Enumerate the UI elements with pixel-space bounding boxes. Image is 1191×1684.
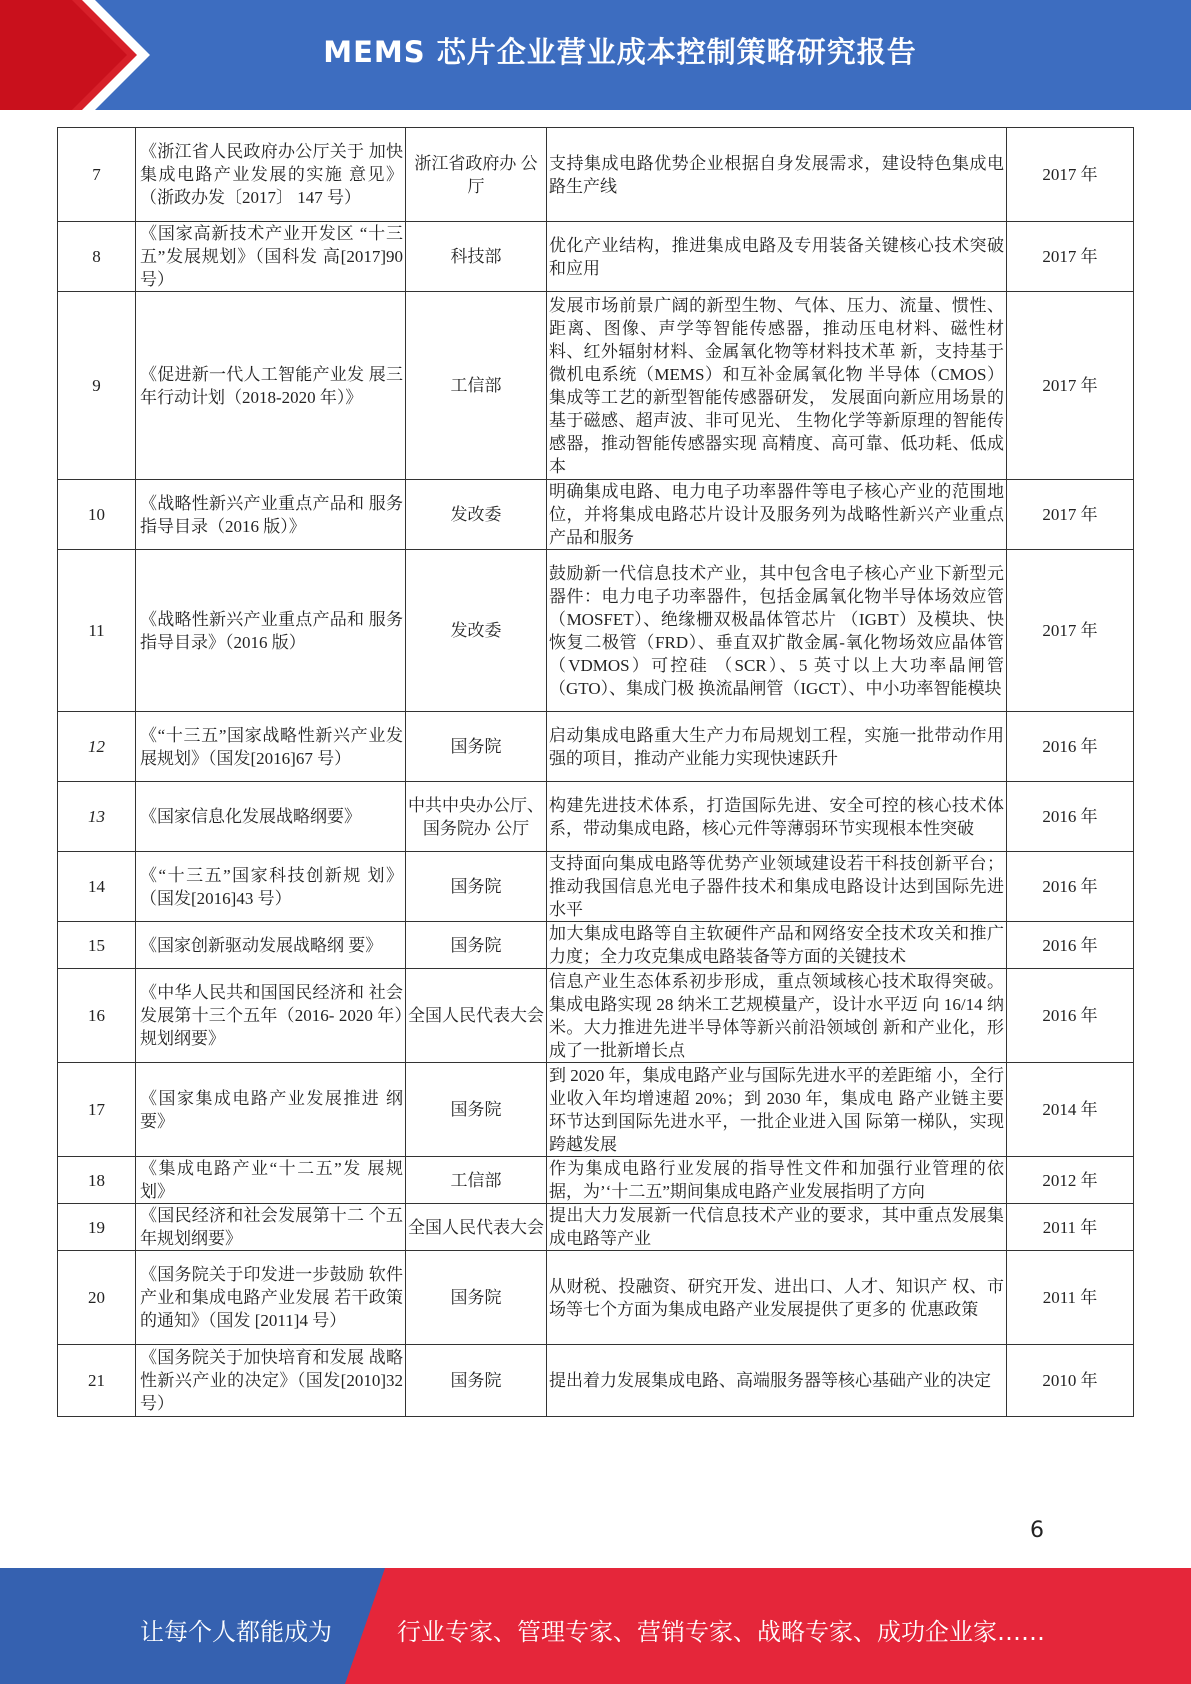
row-number: 18 [58, 1157, 136, 1204]
issuing-department: 发改委 [406, 480, 547, 550]
row-number: 10 [58, 480, 136, 550]
table-row [58, 1251, 1134, 1345]
issuing-department: 工信部 [406, 292, 547, 480]
issuing-department: 国务院 [406, 1251, 547, 1345]
issue-year: 2011 年 [1007, 1251, 1134, 1345]
issuing-department: 全国人民代表大会 [406, 1204, 547, 1251]
table-row [58, 969, 1134, 1063]
row-number: 8 [58, 222, 136, 292]
issuing-department: 发改委 [406, 550, 547, 712]
policy-description: 明确集成电路、电力电子功率器件等电子核心产业的范围地位，并将集成电路芯片设计及服务列为战略性新兴产业重点产品和服务 [547, 480, 1007, 550]
issuing-department: 工信部 [406, 1157, 547, 1204]
table-row [58, 1157, 1134, 1204]
table-row [58, 1204, 1134, 1251]
issue-year: 2016 年 [1007, 969, 1134, 1063]
table-row [58, 922, 1134, 969]
row-number: 19 [58, 1204, 136, 1251]
policy-description: 构建先进技术体系，打造国际先进、安全可控的核心技术体系，带动集成电路，核心元件等薄弱环节实现根本性突破 [547, 782, 1007, 852]
issue-year: 2016 年 [1007, 782, 1134, 852]
table-row [58, 1345, 1134, 1417]
policy-name: 《促进新一代人工智能产业发 展三年行动计划（2018-2020 年）》 [136, 292, 406, 480]
policy-name: 《国家高新技术产业开发区 “十三五”发展规划》（国科发 高[2017]90 号） [136, 222, 406, 292]
issue-year: 2014 年 [1007, 1063, 1134, 1157]
issue-year: 2012 年 [1007, 1157, 1134, 1204]
issuing-department: 国务院 [406, 1063, 547, 1157]
policy-description: 加大集成电路等自主软硬件产品和网络安全技术攻关和推广力度；全力攻克集成电路装备等方面的关键技术 [547, 922, 1007, 969]
policy-description: 到 2020 年，集成电路产业与国际先进水平的差距缩 小，全行业收入年均增速超 20%；到 2030 年，集成电 路产业链主要环节达到国际先进水平，一批企业进入国 际第一梯队，实现跨越发展 [547, 1063, 1007, 1157]
row-number: 15 [58, 922, 136, 969]
policy-description: 信息产业生态体系初步形成，重点领域核心技术取得突破。集成电路实现 28 纳米工艺规模量产，设计水平迈 向 16/14 纳米。大力推进先进半导体等新兴前沿领域创 新和产业化，形成了一批新增长点 [547, 969, 1007, 1063]
issue-year: 2016 年 [1007, 852, 1134, 922]
issuing-department: 中共中央办公厅、国务院办 公厅 [406, 782, 547, 852]
table-row [58, 292, 1134, 480]
table-row [58, 222, 1134, 292]
row-number: 11 [58, 550, 136, 712]
footer-slogan-left: 让每个人都能成为 [140, 1618, 332, 1646]
policy-name: 《中华人民共和国国民经济和 社会发展第十三个五年（2016- 2020 年）规划纲要》 [136, 969, 406, 1063]
row-number: 13 [58, 782, 136, 852]
page-header [0, 0, 1191, 110]
issuing-department: 国务院 [406, 1345, 547, 1417]
table-row [58, 1063, 1134, 1157]
policy-name: 《浙江省人民政府办公厅关于 加快集成电路产业发展的实施 意见》（浙政办发〔2017〕 147 号） [136, 128, 406, 222]
row-number: 7 [58, 128, 136, 222]
table-row [58, 782, 1134, 852]
policy-name: 《集成电路产业“十二五”发 展规划》 [136, 1157, 406, 1204]
policy-name: 《国家集成电路产业发展推进 纲要》 [136, 1063, 406, 1157]
table-row [58, 712, 1134, 782]
issue-year: 2016 年 [1007, 712, 1134, 782]
table-row [58, 480, 1134, 550]
policy-name: 《“十三五”国家科技创新规 划》（国发[2016]43 号） [136, 852, 406, 922]
policy-description: 启动集成电路重大生产力布局规划工程，实施一批带动作用强的项目，推动产业能力实现快速跃升 [547, 712, 1007, 782]
issuing-department: 全国人民代表大会 [406, 969, 547, 1063]
policy-description: 发展市场前景广阔的新型生物、气体、压力、流量、惯性、距离、图像、声学等智能传感器，推动压电材料、磁性材料、红外辐射材料、金属氧化物等材料技术革 新，支持基于微机电系统（MEMS）和互补金属氧化物 半导体（CMOS）集成等工艺的新型智能传感器研发， 发展面向新应用场景的基于磁感、超声波、非可见光、 生物化学等新原理的智能传感器，推动智能传感器实现 高精度、高可靠、低功耗、低成本 [547, 292, 1007, 480]
page-footer [0, 1568, 1191, 1684]
issue-year: 2017 年 [1007, 128, 1134, 222]
issuing-department: 浙江省政府办 公厅 [406, 128, 547, 222]
policy-description: 优化产业结构，推进集成电路及专用装备关键核心技术突破和应用 [547, 222, 1007, 292]
issue-year: 2016 年 [1007, 922, 1134, 969]
issuing-department: 国务院 [406, 852, 547, 922]
policy-table [57, 127, 1134, 1417]
issue-year: 2017 年 [1007, 550, 1134, 712]
row-number: 9 [58, 292, 136, 480]
issue-year: 2017 年 [1007, 222, 1134, 292]
policy-description: 提出着力发展集成电路、高端服务器等核心基础产业的决定 [547, 1345, 1007, 1417]
policy-name: 《国务院关于加快培育和发展 战略性新兴产业的决定》（国发[2010]32 号） [136, 1345, 406, 1417]
row-number: 21 [58, 1345, 136, 1417]
issue-year: 2011 年 [1007, 1204, 1134, 1251]
row-number: 17 [58, 1063, 136, 1157]
policy-description: 鼓励新一代信息技术产业，其中包含电子核心产业下新型元器件：电力电子功率器件，包括金属氧化物半导体场效应管（MOSFET）、绝缘栅双极晶体管芯片 （IGBT）及模块、快恢复二极管（FRD）、垂直双扩散金属-氧化物场效应晶体管（VDMOS）可控硅 （SCR）、5 英寸以上大功率晶闸管（GTO）、集成门极 换流晶闸管（IGCT）、中小功率智能模块 [547, 550, 1007, 712]
policy-description: 作为集成电路行业发展的指导性文件和加强行业管理的依据，为’‘十二五”期间集成电路产业发展指明了方向 [547, 1157, 1007, 1204]
issuing-department: 科技部 [406, 222, 547, 292]
report-title: MEMS 芯片企业营业成本控制策略研究报告 [323, 35, 917, 69]
table-row [58, 550, 1134, 712]
policy-name: 《国家创新驱动发展战略纲 要》 [136, 922, 406, 969]
policy-name: 《国务院关于印发进一步鼓励 软件产业和集成电路产业发展 若干政策的通知》（国发 [2011]4 号） [136, 1251, 406, 1345]
issue-year: 2010 年 [1007, 1345, 1134, 1417]
row-number: 14 [58, 852, 136, 922]
issue-year: 2017 年 [1007, 292, 1134, 480]
row-number: 16 [58, 969, 136, 1063]
policy-name: 《“十三五”国家战略性新兴产业发展规划》（国发[2016]67 号） [136, 712, 406, 782]
row-number: 12 [58, 712, 136, 782]
issuing-department: 国务院 [406, 922, 547, 969]
issuing-department: 国务院 [406, 712, 547, 782]
footer-slogan-right: 行业专家、管理专家、营销专家、战略专家、成功企业家…… [397, 1618, 1045, 1646]
policy-description: 从财税、投融资、研究开发、进出口、人才、知识产 权、市场等七个方面为集成电路产业发展提供了更多的 优惠政策 [547, 1251, 1007, 1345]
policy-description: 支持面向集成电路等优势产业领域建设若干科技创新平台；推动我国信息光电子器件技术和集成电路设计达到国际先进水平 [547, 852, 1007, 922]
policy-name: 《战略性新兴产业重点产品和 服务指导目录（2016 版）》 [136, 480, 406, 550]
row-number: 20 [58, 1251, 136, 1345]
policy-description: 支持集成电路优势企业根据自身发展需求，建设特色集成电路生产线 [547, 128, 1007, 222]
policy-name: 《国民经济和社会发展第十二 个五年规划纲要》 [136, 1204, 406, 1251]
policy-name: 《国家信息化发展战略纲要》 [136, 782, 406, 852]
policy-description: 提出大力发展新一代信息技术产业的要求，其中重点发展集成电路等产业 [547, 1204, 1007, 1251]
policy-name: 《战略性新兴产业重点产品和 服务指导目录》（2016 版） [136, 550, 406, 712]
issue-year: 2017 年 [1007, 480, 1134, 550]
table-row [58, 128, 1134, 222]
page-number: 6 [1030, 1518, 1044, 1543]
table-row [58, 852, 1134, 922]
